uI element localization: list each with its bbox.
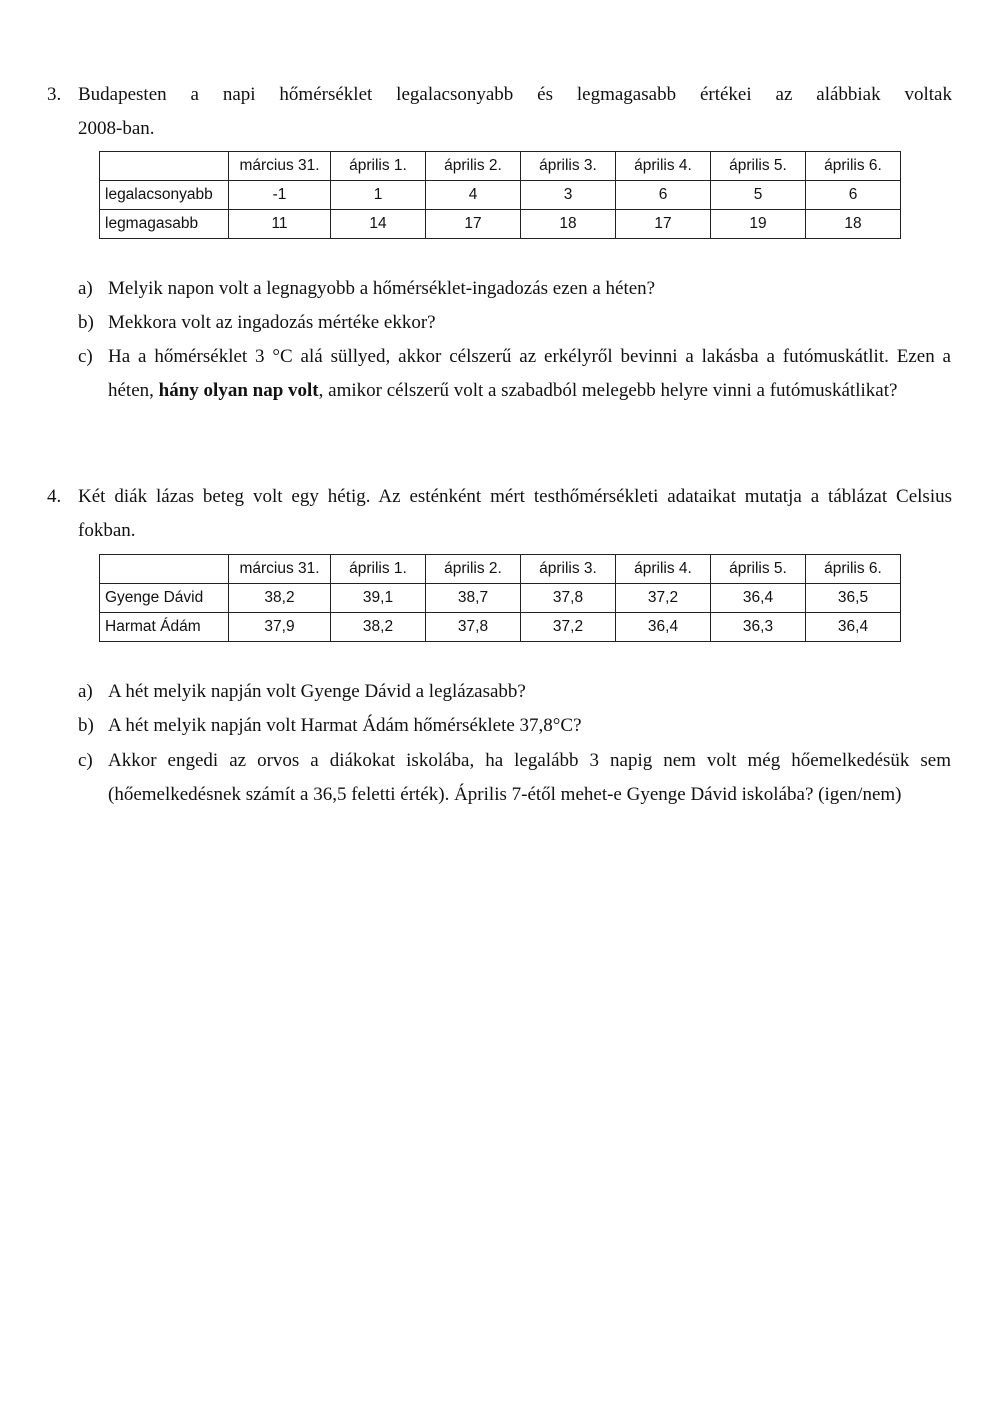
table-cell: 37,8 — [521, 584, 616, 613]
question-text: A hét melyik napján volt Gyenge Dávid a leglázasabb? — [108, 681, 526, 702]
table-cell: -1 — [229, 181, 331, 210]
question-text-line1: Ha a hőmérséklet 3 °C alá süllyed, akkor célszerű az erkélyről bevinni a lakásba a futómuskátlit. Ezen a — [108, 346, 951, 367]
row-label: Harmat Ádám — [100, 613, 229, 642]
text-segment: , amikor célszerű volt a szabadból melegebb helyre vinni a futómuskátlikat? — [318, 380, 898, 401]
table-cell: 6 — [616, 181, 711, 210]
bold-emphasis: hány olyan nap volt — [158, 380, 319, 401]
task4-question-b — [78, 709, 952, 743]
table-cell: 19 — [711, 210, 806, 239]
task3-intro-line1: Budapesten a napi hőmérséklet legalacsonyabb és legmagasabb értékei az alábbiak voltak — [78, 84, 952, 105]
table-header-cell: április 4. — [616, 152, 711, 181]
table-corner-cell — [100, 555, 229, 584]
table-header-cell: április 2. — [426, 152, 521, 181]
question-text: Mekkora volt az ingadozás mértéke ekkor? — [108, 312, 436, 333]
table-header-row — [100, 152, 901, 181]
row-label: Gyenge Dávid — [100, 584, 229, 613]
table-row — [100, 584, 901, 613]
table-header-cell: április 1. — [331, 152, 426, 181]
table-cell: 4 — [426, 181, 521, 210]
question-label: b) — [78, 312, 94, 333]
question-text-line1: Akkor engedi az orvos a diákokat iskolába, ha legalább 3 napig nem volt még hőemelkedésük sem — [108, 750, 951, 771]
question-text: Melyik napon volt a legnagyobb a hőmérséklet-ingadozás ezen a héten? — [108, 278, 656, 299]
table-corner-cell — [100, 152, 229, 181]
question-text: A hét melyik napján volt Harmat Ádám hőmérséklete 37,8°C? — [108, 715, 582, 736]
table-cell: 37,9 — [229, 613, 331, 642]
task4-intro-line2: fokban. — [78, 520, 136, 541]
table-cell: 17 — [616, 210, 711, 239]
task3-intro — [78, 78, 952, 146]
table-cell: 36,5 — [806, 584, 901, 613]
table-header-cell: április 4. — [616, 555, 711, 584]
question-label: b) — [78, 715, 94, 736]
table-cell: 17 — [426, 210, 521, 239]
table-cell: 36,4 — [806, 613, 901, 642]
question-label: a) — [78, 681, 93, 702]
task3-question-c — [78, 340, 952, 408]
table-cell: 38,2 — [229, 584, 331, 613]
table-header-cell: április 3. — [521, 555, 616, 584]
table-header-cell: április 2. — [426, 555, 521, 584]
table-cell: 6 — [806, 181, 901, 210]
table-cell: 37,2 — [521, 613, 616, 642]
table-cell: 18 — [806, 210, 901, 239]
table-header-cell: március 31. — [229, 152, 331, 181]
table-cell: 36,4 — [711, 584, 806, 613]
table-header-cell: március 31. — [229, 555, 331, 584]
task4-intro-line1: Két diák lázas beteg volt egy hétig. Az esténként mért testhőmérsékleti adataikat mutatja a táblázat Celsius — [78, 486, 952, 507]
task4-number: 4. — [47, 486, 62, 507]
task3-number: 3. — [47, 84, 62, 105]
question-label: a) — [78, 278, 93, 299]
table-cell: 3 — [521, 181, 616, 210]
table-header-cell: április 3. — [521, 152, 616, 181]
task4-question-c — [78, 744, 952, 812]
table-header-cell: április 5. — [711, 152, 806, 181]
table-cell: 37,8 — [426, 613, 521, 642]
task4-question-a — [78, 675, 952, 709]
question-label: c) — [78, 346, 93, 367]
task4-body-temperature-table — [99, 554, 901, 642]
table-header-cell: április 5. — [711, 555, 806, 584]
task4-intro — [78, 480, 952, 548]
task3-temperature-table — [99, 151, 901, 239]
row-label: legalacsonyabb — [100, 181, 229, 210]
text-segment: héten, — [108, 380, 159, 401]
table-header-cell: április 6. — [806, 152, 901, 181]
table-cell: 11 — [229, 210, 331, 239]
table-cell: 36,4 — [616, 613, 711, 642]
table-cell: 18 — [521, 210, 616, 239]
table-header-cell: április 6. — [806, 555, 901, 584]
task3-intro-line2: 2008-ban. — [78, 118, 155, 139]
table-header-row — [100, 555, 901, 584]
table-row — [100, 210, 901, 239]
task3-question-a — [78, 272, 952, 306]
table-row — [100, 613, 901, 642]
question-text — [108, 744, 951, 812]
table-cell: 39,1 — [331, 584, 426, 613]
question-text-line2 — [108, 374, 951, 408]
table-cell: 38,7 — [426, 584, 521, 613]
row-label: legmagasabb — [100, 210, 229, 239]
question-text — [108, 340, 951, 408]
table-cell: 36,3 — [711, 613, 806, 642]
table-cell: 5 — [711, 181, 806, 210]
table-cell: 14 — [331, 210, 426, 239]
table-cell: 1 — [331, 181, 426, 210]
question-text-line2: (hőemelkedésnek számít a 36,5 feletti érték). Április 7-étől mehet-e Gyenge Dávid iskolába? (igen/nem) — [108, 784, 902, 805]
table-cell: 37,2 — [616, 584, 711, 613]
question-label: c) — [78, 750, 93, 771]
table-header-cell: április 1. — [331, 555, 426, 584]
table-row — [100, 181, 901, 210]
task3-question-b — [78, 306, 952, 340]
table-cell: 38,2 — [331, 613, 426, 642]
